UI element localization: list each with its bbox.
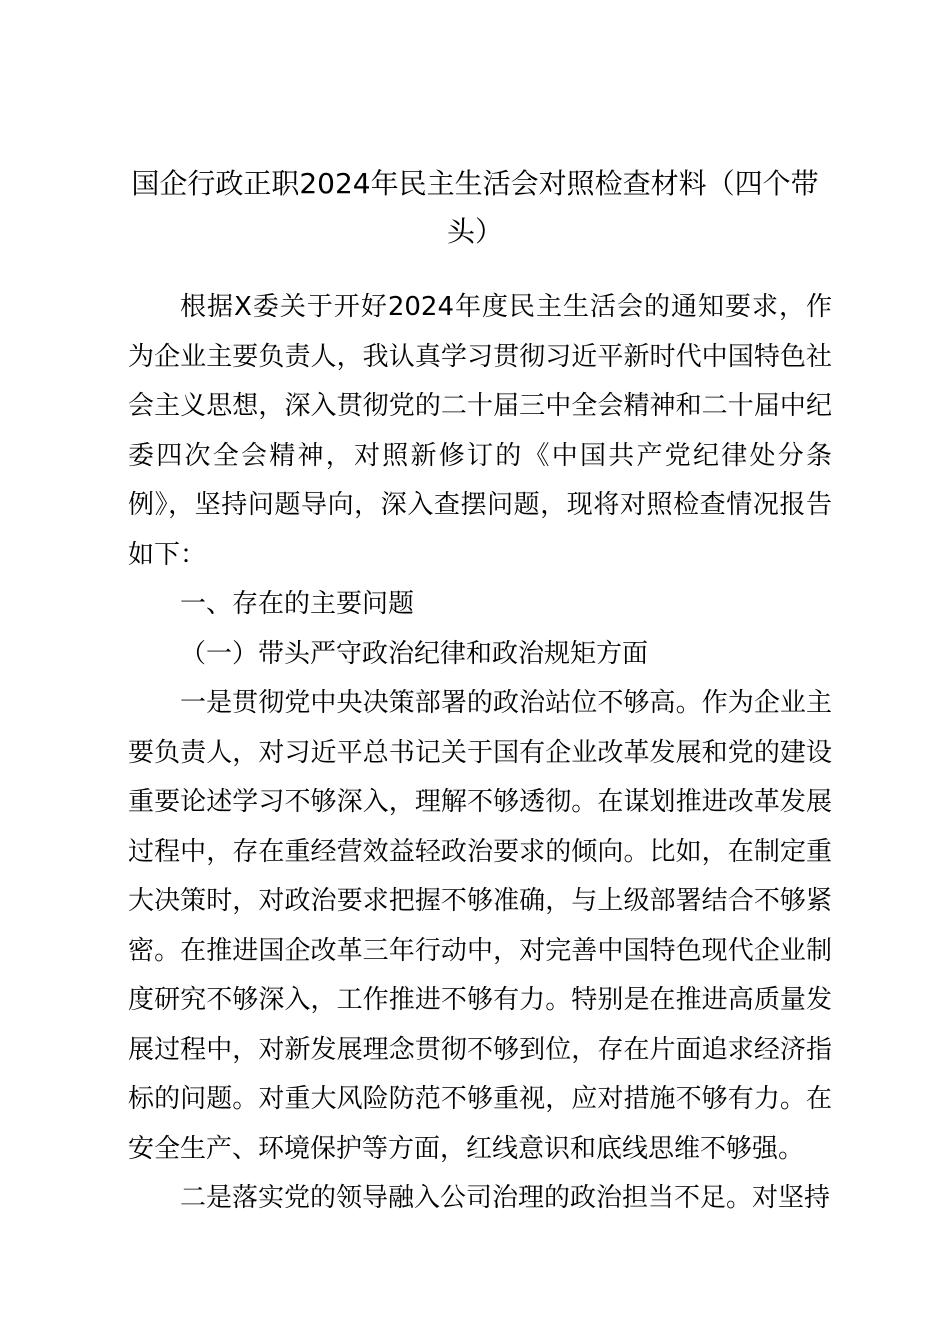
issue-one-paragraph: 一是贯彻党中央决策部署的政治站位不够高。作为企业主要负责人，对习近平总书记关于国有企业改革发展和党的建设重要论述学习不够深入，理解不够透彻。在谋划推进改革发展过程中，存在重经营效益轻政治要求的倾向。比如，在制定重大决策时，对政治要求把握不够准确，与上级部署结合不够紧密。在推进国企改革三年行动中，对完善中国特色现代企业制度研究不够深入，工作推进不够有力。特别是在推进高质量发展过程中，对新发展理念贯彻不够到位，存在片面追求经济指标的问题。对重大风险防范不够重视，应对措施不够有力。在安全生产、环境保护等方面，红线意识和底线思维不够强。 xyxy=(128,688,832,1164)
section-heading: 一、存在的主要问题 xyxy=(180,589,415,619)
document-body xyxy=(128,283,832,1224)
subsection-heading: （一）带头严守政治纪律和政治规矩方面 xyxy=(180,638,649,669)
document-title: 国企行政正职2024年民主生活会对照检查材料（四个带头） xyxy=(131,167,819,248)
issue-two-paragraph: 二是落实党的领导融入公司治理的政治担当不足。对坚持 xyxy=(180,1183,831,1213)
intro-paragraph: 根据X委关于开好2024年度民主生活会的通知要求，作为企业主要负责人，我认真学习贯彻习近平新时代中国特色社会主义思想，深入贯彻党的二十届三中全会精神和二十届中纪委四次全会精神，对照新修订的《中国共产党纪律处分条例》，坚持问题导向，深入查摆问题，现将对照检查情况报告如下： xyxy=(128,292,832,570)
